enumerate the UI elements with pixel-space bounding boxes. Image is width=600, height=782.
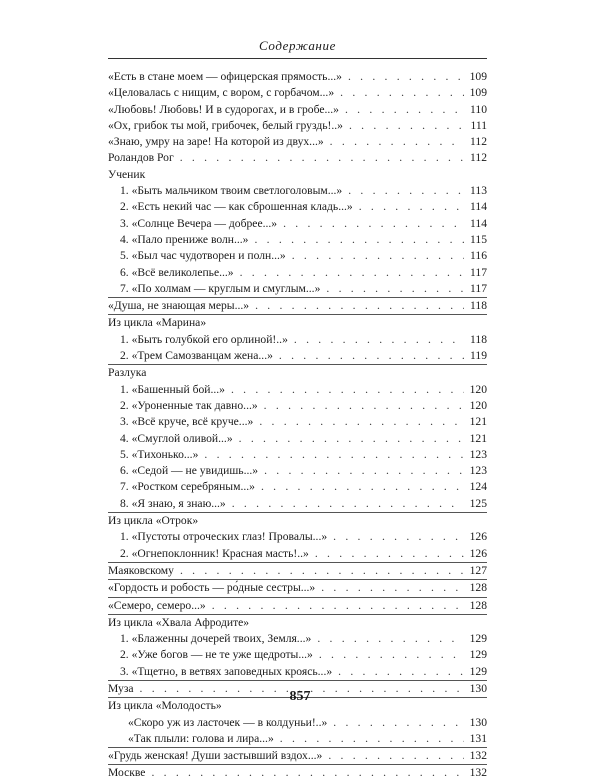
entry-title: «Так плыли: голова и лира...» (128, 731, 274, 745)
entry-title: «Целовалась с нищим, с вором, с горбачом...» (108, 86, 335, 100)
leader-dots (239, 431, 464, 447)
entry-title: 6. «Всё великолепье...» (120, 265, 234, 279)
entry-page: 113 (470, 184, 487, 198)
entry-page: 129 (469, 648, 487, 662)
entry-title: 6. «Седой — не увидишь...» (120, 464, 259, 478)
entry-title: 3. «Солнце Вечера — добрее...» (120, 216, 278, 230)
leader-dots (212, 598, 464, 614)
entry-title: 7. «По холмам — круглым и смуглым...» (120, 281, 321, 295)
toc-entry (108, 529, 487, 545)
leader-dots (292, 248, 464, 264)
entry-page: 129 (469, 632, 487, 646)
toc-entry (108, 664, 487, 680)
toc-entry (108, 647, 487, 663)
leader-dots (232, 496, 464, 512)
entry-page: 120 (469, 382, 487, 396)
leader-dots (180, 150, 464, 166)
toc-entry (108, 398, 487, 414)
leader-dots (333, 715, 464, 731)
entry-title: 2. «Трем Самозванцам жена...» (120, 349, 273, 363)
section-title: Из цикла «Отрок» (108, 514, 199, 528)
entry-title: 1. «Пустоты отроческих глаз! Провалы...» (120, 530, 328, 544)
entry-title: «Знаю, умру на заре! На которой из двух...» (108, 135, 324, 149)
entry-title: Москве (108, 766, 146, 780)
leader-dots (255, 298, 464, 314)
toc-entry (108, 731, 487, 747)
toc-entry (108, 598, 487, 614)
entry-page: 121 (469, 431, 487, 445)
entry-title: Маяковскому (108, 563, 174, 577)
entry-page: 131 (469, 731, 487, 745)
toc-entry (108, 298, 487, 314)
entry-page: 117 (470, 281, 487, 295)
toc-entry (108, 69, 487, 85)
toc-entry (108, 447, 487, 463)
toc-entry (108, 102, 487, 118)
entry-title: 1. «Башенный бой...» (120, 382, 225, 396)
leader-dots (283, 216, 464, 232)
toc-entry (108, 232, 487, 248)
entry-title: «Гордость и робость — ро́дные сестры...» (108, 581, 316, 595)
toc-entry (108, 463, 487, 479)
toc-entry (108, 85, 487, 101)
entry-page: 115 (470, 232, 487, 246)
entry-page: 112 (470, 151, 487, 165)
entry-title: 8. «Я знаю, я знаю...» (120, 496, 226, 510)
entry-title: 4. «Смуглой оливой...» (120, 431, 233, 445)
entry-title: 4. «Пало прениже волн...» (120, 232, 249, 246)
entry-page: 112 (470, 135, 487, 149)
toc-entry (108, 431, 487, 447)
section-title: Из цикла «Марина» (108, 316, 207, 330)
section-title: Из цикла «Хвала Афродите» (108, 615, 250, 629)
toc-entry (108, 216, 487, 232)
leader-dots (180, 563, 464, 579)
entry-title: 3. «Всё круче, всё круче...» (120, 415, 254, 429)
toc-entry (108, 580, 487, 596)
entry-page: 109 (469, 70, 487, 83)
section-title: Ученик (108, 167, 146, 181)
entry-page: 121 (469, 415, 487, 429)
entry-title: 2. «Уроненные так давно...» (120, 398, 258, 412)
entry-page: 119 (470, 349, 487, 363)
entry-title: «Грудь женская! Души застывший вздох...» (108, 749, 323, 763)
leader-dots (259, 414, 464, 430)
toc-section-heading (108, 167, 487, 183)
entry-page: 109 (469, 86, 487, 100)
entry-page: 111 (470, 118, 487, 132)
leader-dots (345, 102, 464, 118)
toc-entry (108, 265, 487, 281)
leader-dots (349, 118, 464, 134)
leader-dots (279, 348, 464, 364)
leader-dots (359, 199, 464, 215)
toc-entry (108, 199, 487, 215)
toc-entry (108, 281, 487, 297)
entry-title: 2. «Есть некий час — как сброшенная кладь...» (120, 200, 353, 214)
table-of-contents (108, 69, 487, 782)
entry-title: 7. «Ростком серебряным...» (120, 480, 255, 494)
leader-dots (264, 398, 464, 414)
leader-dots (240, 265, 464, 281)
leader-dots (338, 664, 464, 680)
leader-dots (330, 134, 464, 150)
entry-page: 129 (469, 664, 487, 678)
entry-title: «Ох, грибок ты мой, грибочек, белый груздь!..» (108, 118, 343, 132)
entry-page: 126 (469, 546, 487, 560)
leader-dots (340, 85, 464, 101)
entry-page: 124 (469, 480, 487, 494)
entry-title: Роландов Рог (108, 151, 174, 165)
toc-entry (108, 496, 487, 512)
leader-dots (328, 748, 464, 764)
toc-entry (108, 414, 487, 430)
toc-entry (108, 765, 487, 781)
leader-dots (204, 447, 464, 463)
toc-section-heading (108, 513, 487, 529)
leader-dots (151, 765, 464, 781)
leader-dots (261, 479, 464, 495)
entry-page: 132 (469, 766, 487, 780)
entry-page: 127 (469, 563, 487, 577)
entry-page: 123 (469, 464, 487, 478)
toc-entry (108, 118, 487, 134)
entry-page: 110 (470, 102, 487, 116)
entry-page: 116 (470, 249, 487, 263)
entry-page: 114 (470, 216, 487, 230)
entry-title: 5. «Был час чудотворен и полн...» (120, 249, 286, 263)
leader-dots (333, 529, 464, 545)
entry-title: 2. «Огнепоклонник! Красная масть!..» (120, 546, 309, 560)
entry-page: 118 (470, 299, 487, 313)
toc-entry (108, 748, 487, 764)
entry-title: 3. «Тщетно, в ветвях заповедных кроясь...» (120, 664, 333, 678)
toc-entry (108, 150, 487, 166)
toc-entry (108, 348, 487, 364)
entry-title: «Семеро, семеро...» (108, 598, 206, 612)
entry-title: 2. «Уже богов — не те уже щедроты...» (120, 648, 313, 662)
toc-section-heading (108, 365, 487, 381)
leader-dots (231, 382, 464, 398)
section-title: Из цикла «Молодость» (108, 699, 222, 713)
toc-entry (108, 382, 487, 398)
leader-dots (315, 546, 464, 562)
toc-entry (108, 183, 487, 199)
toc-entry (108, 563, 487, 579)
toc-entry (108, 546, 487, 562)
entry-page: 125 (469, 496, 487, 510)
entry-title: «Любовь! Любовь! И в судорогах, и в гробе...» (108, 102, 339, 116)
leader-dots (326, 281, 464, 297)
leader-dots (317, 631, 464, 647)
toc-entry (108, 479, 487, 495)
toc-section-heading (108, 315, 487, 331)
entry-title: 5. «Тихонько...» (120, 447, 199, 461)
leader-dots (294, 332, 464, 348)
entry-title: 1. «Быть голубкой его орлиной!..» (120, 332, 288, 346)
entry-page: 118 (470, 332, 487, 346)
entry-page: 126 (469, 530, 487, 544)
entry-page: 123 (469, 447, 487, 461)
leader-dots (254, 232, 464, 248)
entry-page: 128 (469, 581, 487, 595)
leader-dots (319, 647, 464, 663)
running-header: Содержание (259, 38, 336, 53)
toc-entry (108, 134, 487, 150)
entry-title: «Есть в стане моем — офицерская прямость...» (108, 70, 342, 83)
entry-title: Муза (108, 681, 134, 695)
entry-page: 128 (469, 598, 487, 612)
toc-entry (108, 248, 487, 264)
entry-page: 132 (469, 749, 487, 763)
entry-title: «Душа, не знающая меры...» (108, 299, 250, 313)
toc-entry (108, 332, 487, 348)
leader-dots (348, 183, 464, 199)
leader-dots (321, 580, 464, 596)
entry-page: 130 (469, 681, 487, 695)
section-title: Разлука (108, 366, 147, 380)
leader-dots (348, 69, 464, 85)
toc-section-heading (108, 615, 487, 631)
entry-page: 114 (470, 200, 487, 214)
entry-title: 1. «Блаженны дочерей твоих, Земля...» (120, 632, 312, 646)
leader-dots (264, 463, 464, 479)
page-number: 857 (289, 689, 311, 704)
entry-page: 130 (469, 715, 487, 729)
entry-title: 1. «Быть мальчиком твоим светлоголовым...» (120, 184, 343, 198)
toc-entry (108, 715, 487, 731)
entry-title: «Скоро уж из ласточек — в колдуньи!..» (128, 715, 328, 729)
toc-entry (108, 631, 487, 647)
leader-dots (280, 731, 464, 747)
header-rule (108, 58, 487, 59)
entry-page: 120 (469, 398, 487, 412)
entry-page: 117 (470, 265, 487, 279)
